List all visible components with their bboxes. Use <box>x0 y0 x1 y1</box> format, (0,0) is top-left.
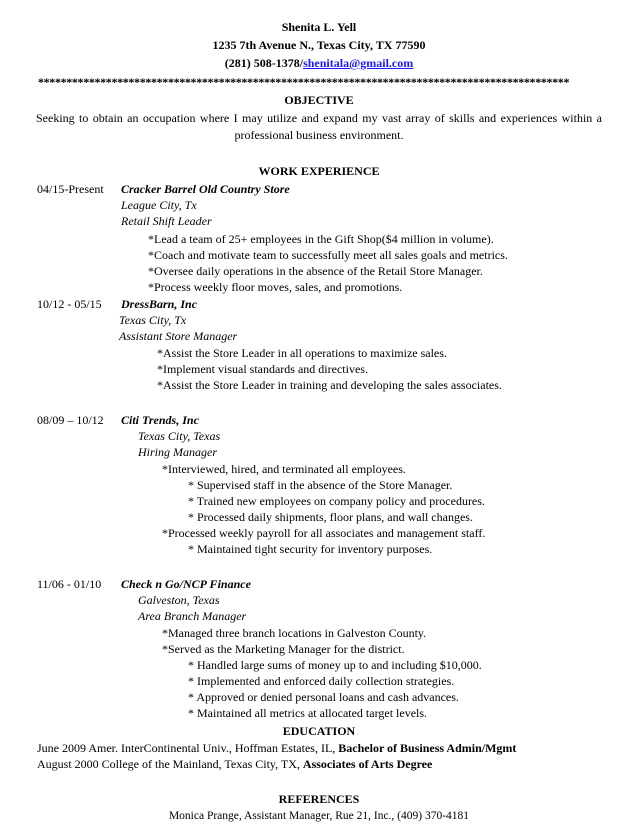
job-duty: * Trained new employees on company policy and procedures. <box>188 494 485 508</box>
job-dates: 04/15-Present <box>37 182 104 196</box>
job-dates: 08/09 – 10/12 <box>37 413 104 427</box>
job-duty: *Coach and motivate team to successfully meet all sales goals and metrics. <box>148 248 508 262</box>
education-school: June 2009 Amer. InterContinental Univ., Hoffman Estates, IL, <box>37 741 339 755</box>
job-duty: * Handled large sums of money up to and including $10,000. <box>188 658 482 672</box>
education-degree: Associates of Arts Degree <box>302 757 433 771</box>
job-title: Area Branch Manager <box>138 609 247 623</box>
job-duty: * Processed daily shipments, floor plans, and wall changes. <box>188 510 473 524</box>
job-duty: *Served as the Marketing Manager for the district. <box>162 642 405 656</box>
job-duty: * Maintained tight security for inventory purposes. <box>188 542 433 556</box>
job-title: Assistant Store Manager <box>119 329 238 343</box>
job-duty: * Approved or denied personal loans and cash advances. <box>188 690 459 704</box>
education-entry <box>37 757 432 771</box>
education-school: August 2000 College of the Mainland, Texas City, TX, <box>37 757 303 771</box>
job-duty: *Assist the Store Leader in training and developing the sales associates. <box>157 378 502 392</box>
job-duty: *Managed three branch locations in Galveston County. <box>162 626 427 640</box>
job-duty: *Interviewed, hired, and terminated all employees. <box>162 462 406 476</box>
applicant-address: 1235 7th Avenue N., Texas City, TX 77590 <box>212 38 426 52</box>
job-dates: 11/06 - 01/10 <box>37 577 102 591</box>
objective-text-line2: professional business environment. <box>234 128 404 142</box>
job-duty: *Processed weekly payroll for all associates and management staff. <box>162 526 486 540</box>
divider-stars: ********************************************************************************************** <box>38 75 570 89</box>
job-duty: *Implement visual standards and directives. <box>157 362 368 376</box>
job-duty: *Oversee daily operations in the absence of the Retail Store Manager. <box>148 264 483 278</box>
job-title: Retail Shift Leader <box>121 214 212 228</box>
job-duty: *Assist the Store Leader in all operations to maximize sales. <box>157 346 447 360</box>
references-heading: REFERENCES <box>278 792 360 806</box>
work-experience-heading: WORK EXPERIENCE <box>258 164 380 178</box>
reference-item: Monica Prange, Assistant Manager, Rue 21, Inc., (409) 370-4181 <box>168 810 470 822</box>
job-duty: * Implemented and enforced daily collection strategies. <box>188 674 455 688</box>
job-company: Check n Go/NCP Finance <box>121 577 251 591</box>
job-dates: 10/12 - 05/15 <box>37 297 102 311</box>
job-duty: *Lead a team of 25+ employees in the Gift Shop($4 million in volume). <box>148 232 494 246</box>
job-company: Cracker Barrel Old Country Store <box>121 182 290 196</box>
email-link[interactable]: shenitala@gmail.com <box>303 56 414 70</box>
job-company: DressBarn, Inc <box>121 297 198 311</box>
job-location: Texas City, Texas <box>138 429 221 443</box>
phone-number: (281) 508-1378/ <box>224 56 304 70</box>
contact-line <box>0 56 638 70</box>
education-entry <box>37 741 516 755</box>
objective-text-line1: Seeking to obtain an occupation where I may utilize and expand my vast array of skills and experiences within a <box>36 111 602 125</box>
job-duty: *Process weekly floor moves, sales, and promotions. <box>148 280 403 294</box>
job-duty: * Supervised staff in the absence of the Store Manager. <box>188 478 453 492</box>
applicant-name: Shenita L. Yell <box>281 20 357 34</box>
job-title: Hiring Manager <box>138 445 217 459</box>
job-location: League City, Tx <box>121 198 197 212</box>
job-company: Citi Trends, Inc <box>121 413 199 427</box>
education-degree: Bachelor of Business Admin/Mgmt <box>338 741 517 755</box>
objective-heading: OBJECTIVE <box>284 93 354 107</box>
education-heading: EDUCATION <box>282 724 356 738</box>
job-location: Texas City, Tx <box>119 313 187 327</box>
job-duty: * Maintained all metrics at allocated target levels. <box>188 706 428 720</box>
job-location: Galveston, Texas <box>138 593 220 607</box>
